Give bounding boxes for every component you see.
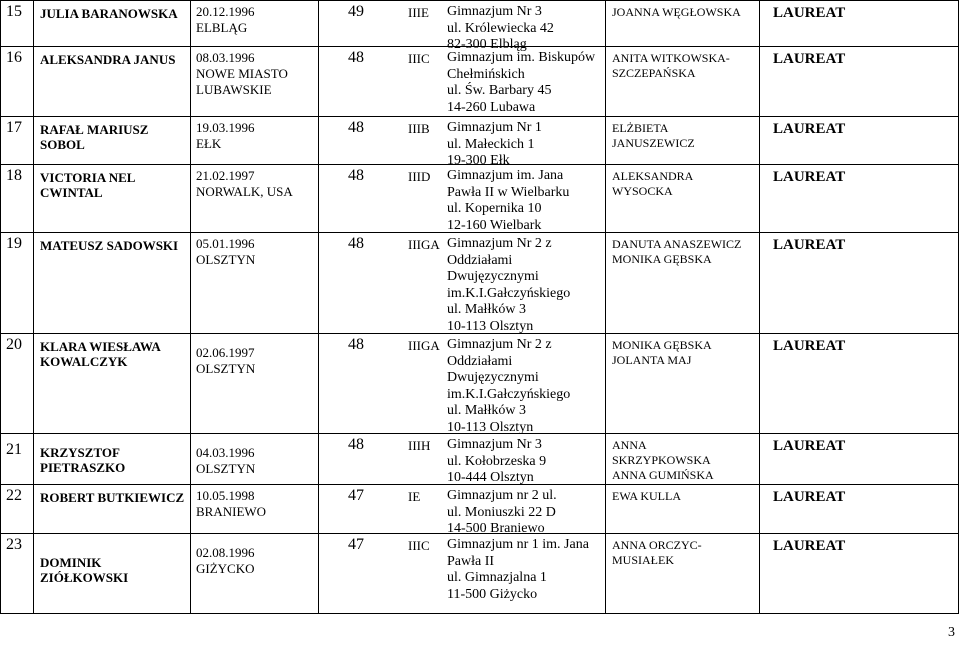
birth-place: NOWE MIASTO LUBAWSKIE xyxy=(196,66,288,97)
birth-date: 10.05.1998 xyxy=(196,488,255,503)
school-line: Chełmińskich xyxy=(447,66,525,82)
school-line: 19-300 Ełk xyxy=(447,153,510,168)
award-label: LAUREAT xyxy=(773,237,846,253)
school-line: Gimnazjum Nr 1 xyxy=(447,120,542,135)
school-line: 14-260 Lubawa xyxy=(447,99,536,115)
school-line: Gimnazjum Nr 2 z xyxy=(447,337,552,352)
birth-date: 02.08.1996 xyxy=(196,545,255,560)
school-line: Pawła II xyxy=(447,553,495,569)
school-line: Gimnazjum Nr 3 xyxy=(447,4,542,19)
points: 48 xyxy=(348,49,364,66)
teacher-line: WYSOCKA xyxy=(612,184,673,198)
class-label: IIIB xyxy=(408,121,430,136)
school-line: Gimnazjum im. Jana xyxy=(447,168,564,183)
class-label: IIIE xyxy=(408,5,429,20)
birth-place: BRANIEWO xyxy=(196,504,267,519)
points: 47 xyxy=(348,536,364,553)
award-label: LAUREAT xyxy=(773,51,846,67)
award-label: LAUREAT xyxy=(773,169,846,185)
student-name: KRZYSZTOF PIETRASZKO xyxy=(40,445,126,475)
school-line: 12-160 Wielbark xyxy=(447,217,542,233)
school-line: Gimnazjum Nr 3 xyxy=(447,437,542,452)
points: 48 xyxy=(348,436,364,453)
row-number: 21 xyxy=(6,441,22,458)
teacher-line: JOLANTA MAJ xyxy=(612,353,692,367)
birth-place: ELBLĄG xyxy=(196,20,248,35)
row-number: 19 xyxy=(6,235,22,252)
row-number: 16 xyxy=(6,49,22,66)
teacher-line: SKRZYPKOWSKA xyxy=(612,453,711,467)
birth-date: 21.02.1997 xyxy=(196,168,255,183)
points: 48 xyxy=(348,167,364,184)
school-line: 10-444 Olsztyn xyxy=(447,470,534,485)
teacher-line: ANNA xyxy=(612,438,647,452)
school-line: Gimnazjum Nr 2 z xyxy=(447,236,552,251)
points: 48 xyxy=(348,336,364,353)
teacher-line: ANNA GUMIŃSKA xyxy=(612,468,714,482)
school-line: Gimnazjum nr 1 im. Jana xyxy=(447,537,589,552)
teacher-line: MUSIAŁEK xyxy=(612,553,674,567)
birth-date: 02.06.1997 xyxy=(196,345,255,360)
class-label: IIIC xyxy=(408,538,430,553)
school-line: ul. Św. Barbary 45 xyxy=(447,83,552,98)
birth-date: 08.03.1996 xyxy=(196,50,255,65)
school-line: im.K.I.Gałczyńskiego xyxy=(447,386,571,402)
class-label: IIIGA xyxy=(408,237,440,252)
class-label: IIIGA xyxy=(408,338,440,353)
teacher-line: ANITA WITKOWSKA- xyxy=(612,51,730,65)
points: 48 xyxy=(348,235,364,252)
school-line: Gimnazjum nr 2 ul. xyxy=(447,488,557,503)
birth-date: 19.03.1996 xyxy=(196,120,255,135)
school-line: Oddziałami xyxy=(447,353,513,369)
student-name: KLARA WIESŁAWA KOWALCZYK xyxy=(40,339,161,369)
row-number: 20 xyxy=(6,336,22,353)
row-number: 15 xyxy=(6,3,22,20)
student-name: JULIA BARANOWSKA xyxy=(40,6,178,21)
award-label: LAUREAT xyxy=(773,538,846,554)
award-label: LAUREAT xyxy=(773,489,846,505)
award-label: LAUREAT xyxy=(773,438,846,454)
teacher-line: JANUSZEWICZ xyxy=(612,136,695,150)
teacher-line: MONIKA GĘBSKA xyxy=(612,252,712,266)
school-line: ul. Małłków 3 xyxy=(447,403,526,418)
award-label: LAUREAT xyxy=(773,5,846,21)
birth-date: 05.01.1996 xyxy=(196,236,255,251)
school-line: Gimnazjum im. Biskupów xyxy=(447,50,596,65)
birth-place: EŁK xyxy=(196,136,222,151)
row-number: 22 xyxy=(6,487,22,504)
school-line: Pawła II w Wielbarku xyxy=(447,184,570,200)
birth-place: OLSZTYN xyxy=(196,461,256,476)
student-name: MATEUSZ SADOWSKI xyxy=(40,238,179,253)
page-number: 3 xyxy=(948,625,955,640)
school-line: ul. Gimnazjalna 1 xyxy=(447,570,547,585)
school-line: 10-113 Olsztyn xyxy=(447,419,534,435)
school-line: 82-300 Elbląg xyxy=(447,37,527,52)
school-line: ul. Kopernika 10 xyxy=(447,201,542,216)
teacher-line: DANUTA ANASZEWICZ xyxy=(612,237,742,251)
student-name: VICTORIA NEL CWINTAL xyxy=(40,170,135,200)
birth-date: 04.03.1996 xyxy=(196,445,255,460)
birth-place: NORWALK, USA xyxy=(196,184,293,199)
school-line: ul. Królewiecka 42 xyxy=(447,20,554,36)
points: 49 xyxy=(348,3,364,20)
teacher-line: MONIKA GĘBSKA xyxy=(612,338,712,352)
row-number: 18 xyxy=(6,167,22,184)
teacher-line: SZCZEPAŃSKA xyxy=(612,66,696,80)
student-name: RAFAŁ MARIUSZ SOBOL xyxy=(40,122,149,152)
school-line: ul. Małłków 3 xyxy=(447,302,526,317)
teacher-line: EWA KULLA xyxy=(612,489,681,503)
points: 48 xyxy=(348,119,364,136)
school-line: ul. Kołobrzeska 9 xyxy=(447,453,547,469)
school-line: 14-500 Braniewo xyxy=(447,521,545,536)
class-label: IIID xyxy=(408,169,431,184)
class-label: IE xyxy=(408,489,421,504)
points: 47 xyxy=(348,487,364,504)
school-line: Dwujęzycznymi xyxy=(447,269,539,284)
teacher-line: JOANNA WĘGŁOWSKA xyxy=(612,5,741,19)
school-line: 11-500 Giżycko xyxy=(447,586,538,602)
school-line: ul. Moniuszki 22 D xyxy=(447,504,556,520)
student-name: ALEKSANDRA JANUS xyxy=(40,52,176,67)
birth-date: 20.12.1996 xyxy=(196,4,255,19)
row-number: 23 xyxy=(6,536,22,553)
teacher-line: ANNA ORCZYC- xyxy=(612,538,702,552)
class-label: IIIH xyxy=(408,438,431,453)
school-line: 10-113 Olsztyn xyxy=(447,318,534,334)
birth-place: OLSZTYN xyxy=(196,361,256,376)
row-number: 17 xyxy=(6,119,22,136)
award-label: LAUREAT xyxy=(773,338,846,354)
school-line: im.K.I.Gałczyńskiego xyxy=(447,285,571,301)
school-line: ul. Małeckich 1 xyxy=(447,136,535,152)
school-line: Dwujęzycznymi xyxy=(447,370,539,385)
student-name: ROBERT BUTKIEWICZ xyxy=(40,490,185,505)
class-label: IIIC xyxy=(408,51,430,66)
teacher-line: ELŻBIETA xyxy=(612,121,669,135)
school-line: Oddziałami xyxy=(447,252,513,268)
award-label: LAUREAT xyxy=(773,121,846,137)
birth-place: OLSZTYN xyxy=(196,252,256,267)
birth-place: GIŻYCKO xyxy=(196,561,255,576)
teacher-line: ALEKSANDRA xyxy=(612,169,694,183)
student-name: DOMINIK ZIÓŁKOWSKI xyxy=(40,555,129,585)
